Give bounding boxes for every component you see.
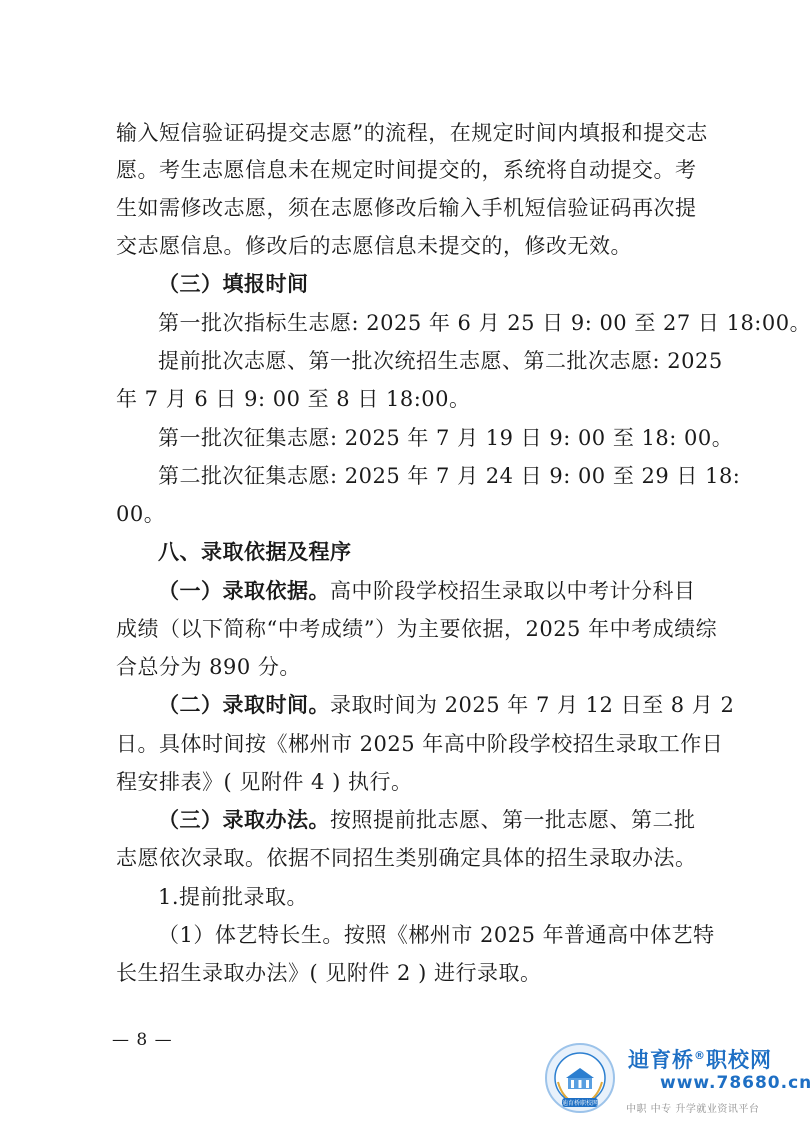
heading-section-8: 八、录取依据及程序: [158, 539, 352, 564]
body-line: 日。具体时间按《郴州市 2025 年高中阶段学校招生录取工作日: [116, 732, 724, 756]
paragraph-time-lead: （二）录取时间。: [158, 692, 330, 717]
watermark-url: www.78680.cn: [660, 1073, 812, 1093]
body-line: 1.提前批录取。: [158, 885, 309, 909]
body-line: 愿。考生志愿信息未在规定时间提交的，系统将自动提交。考: [116, 158, 697, 182]
watermark-title: 迪育桥®职校网: [628, 1048, 772, 1072]
body-line: 输入短信验证码提交志愿”的流程，在规定时间内填报和提交志: [116, 121, 708, 145]
paragraph-time: [158, 690, 738, 720]
paragraph-method: [158, 805, 738, 835]
watermark-tagline: 中职 中专 升学就业资讯平台: [626, 1104, 760, 1115]
body-line: 交志愿信息。修改后的志愿信息未提交的，修改无效。: [116, 234, 632, 258]
body-line: 程安排表》( 见附件 4 ) 执行。: [116, 770, 413, 794]
body-line: （1）体艺特长生。按照《郴州市 2025 年普通高中体艺特: [158, 923, 715, 947]
body-line: 年 7 月 6 日 9: 00 至 8 日 18:00。: [116, 387, 471, 411]
paragraph-time-text: 录取时间为 2025 年 7 月 12 日至 8 月 2: [330, 693, 735, 717]
svg-text:迪育桥职校网: 迪育桥职校网: [561, 1100, 599, 1107]
school-logo-icon: [544, 1042, 616, 1114]
body-line: 提前批次志愿、第一批次统招生志愿、第二批次志愿: 2025: [158, 349, 723, 373]
body-line: 合总分为 890 分。: [116, 655, 301, 679]
body-line: 生如需修改志愿，须在志愿修改后输入手机短信验证码再次提: [116, 196, 697, 220]
paragraph-basis: [158, 576, 738, 606]
body-line: 志愿依次录取。依据不同招生类别确定具体的招生录取办法。: [116, 846, 697, 870]
body-line: 第二批次征集志愿: 2025 年 7 月 24 日 9: 00 至 29 日 18:: [158, 464, 741, 488]
paragraph-basis-lead: （一）录取依据。: [158, 578, 330, 603]
paragraph-method-lead: （三）录取办法。: [158, 807, 330, 832]
paragraph-method-text: 按照提前批志愿、第一批志愿、第二批: [330, 808, 696, 832]
body-line: 长生招生录取办法》( 见附件 2 ) 进行录取。: [116, 961, 542, 985]
body-line: 成绩（以下简称“中考成绩”）为主要依据，2025 年中考成绩综: [116, 617, 718, 641]
page-number: — 8 —: [112, 1030, 173, 1050]
body-line: 00。: [116, 502, 166, 526]
body-line: 第一批次征集志愿: 2025 年 7 月 19 日 9: 00 至 18: 00。: [158, 426, 734, 450]
body-line: 第一批次指标生志愿: 2025 年 6 月 25 日 9: 00 至 27 日 18:00。: [158, 311, 812, 335]
watermark: [542, 1038, 812, 1122]
heading-fill-time: （三）填报时间: [158, 271, 309, 296]
paragraph-basis-text: 高中阶段学校招生录取以中考计分科目: [330, 579, 696, 603]
